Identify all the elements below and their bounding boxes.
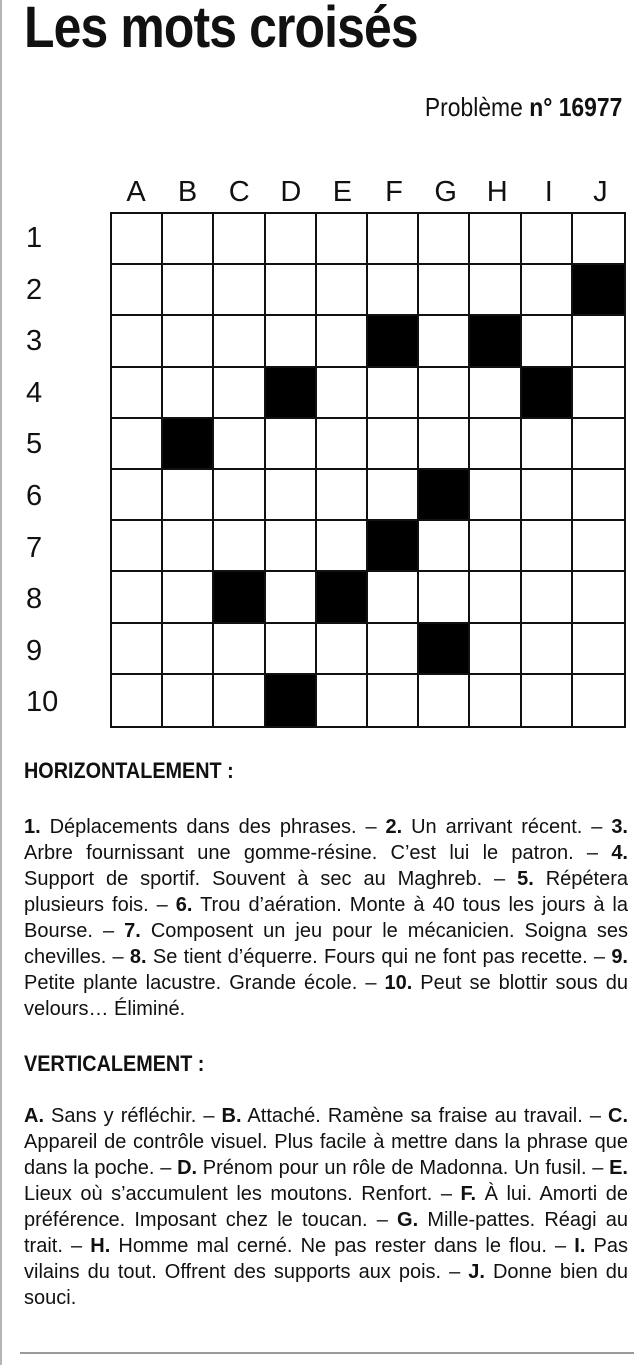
grid-cell-b3[interactable] <box>163 316 214 367</box>
grid-cell-c2[interactable] <box>214 265 265 316</box>
grid-cell-g3[interactable] <box>419 316 470 367</box>
grid-cell-e5[interactable] <box>317 419 368 470</box>
column-label-f: F <box>385 176 403 208</box>
clue-text: Peut se blottir sous du velours… Éliminé. <box>24 972 629 1020</box>
grid-cell-b6[interactable] <box>163 470 214 521</box>
grid-cell-j5[interactable] <box>573 419 624 470</box>
clue-number: 3. <box>611 816 628 838</box>
grid-cell-b10[interactable] <box>163 675 214 726</box>
row-label-2: 2 <box>26 273 43 306</box>
clue-number: E. <box>609 1157 628 1179</box>
row-label-4: 4 <box>26 376 43 409</box>
clue-number: 8. <box>129 946 147 968</box>
clue-text: Trou d’aération. Monte à 40 tous les jours à la Bourse. – <box>24 894 628 942</box>
grid-cell-c5[interactable] <box>214 419 265 470</box>
grid-cell-g1[interactable] <box>419 214 470 265</box>
grid-cell-a5[interactable] <box>112 419 163 470</box>
grid-cell-g10[interactable] <box>419 675 470 726</box>
clue-text: Lieux où s’accumulent les moutons. Renfort. – <box>24 1183 461 1205</box>
problem-number-value: n° 16977 <box>528 92 622 122</box>
grid-cell-j3[interactable] <box>573 316 624 367</box>
grid-cell-i1[interactable] <box>522 214 573 265</box>
grid-cell-h10[interactable] <box>470 675 521 726</box>
clue-text: Sans y réfléchir. – <box>44 1105 222 1127</box>
clue-text: Arbre fournissant une gomme-résine. C’est lui le patron. – <box>24 842 612 864</box>
grid-cell-h4[interactable] <box>470 368 521 419</box>
column-label-e: E <box>332 176 353 208</box>
grid-cell-c6[interactable] <box>214 470 265 521</box>
grid-cell-b8[interactable] <box>163 572 214 623</box>
black-cell-f3 <box>368 316 419 367</box>
grid-cell-c4[interactable] <box>214 368 265 419</box>
black-cell-g6 <box>419 470 470 521</box>
grid-cell-j9[interactable] <box>573 624 624 675</box>
clue-number: F. <box>460 1183 477 1205</box>
grid-cell-e7[interactable] <box>317 521 368 572</box>
grid-cell-i9[interactable] <box>522 624 573 675</box>
grid-cell-i3[interactable] <box>522 316 573 367</box>
grid-cell-j6[interactable] <box>573 470 624 521</box>
grid-cell-j7[interactable] <box>573 521 624 572</box>
column-label-a: A <box>126 176 146 208</box>
row-label-5: 5 <box>26 428 43 461</box>
black-cell-h3 <box>470 316 521 367</box>
grid-cell-f8[interactable] <box>368 572 419 623</box>
grid-cell-c9[interactable] <box>214 624 265 675</box>
column-label-b: B <box>177 176 198 208</box>
left-border-rule <box>0 0 2 1365</box>
grid-cell-i7[interactable] <box>522 521 573 572</box>
grid-cell-a2[interactable] <box>112 265 163 316</box>
clue-number: A. <box>24 1105 44 1127</box>
clue-text: Donne bien du souci. <box>24 1261 628 1309</box>
column-label-c: C <box>228 176 250 208</box>
grid-cell-f6[interactable] <box>368 470 419 521</box>
grid-cell-i2[interactable] <box>522 265 573 316</box>
grid-cell-h1[interactable] <box>470 214 521 265</box>
clue-text: Attaché. Ramène sa fraise au travail. – <box>241 1105 608 1127</box>
column-label-i: I <box>544 176 553 208</box>
clue-text: Répétera plusieurs fois. – <box>24 868 628 916</box>
grid-cell-i5[interactable] <box>522 419 573 470</box>
grid-cell-i10[interactable] <box>522 675 573 726</box>
vertical-title: VERTICALEMENT : <box>24 1051 205 1076</box>
grid-cell-d1[interactable] <box>266 214 317 265</box>
row-label-3: 3 <box>26 325 43 358</box>
clue-text: Appareil de contrôle visuel. Plus facile à mettre dans la phrase que dans la poche. – <box>24 1131 628 1179</box>
row-label-9: 9 <box>26 634 43 667</box>
page-title: Les mots croisés <box>24 0 418 60</box>
clue-number: 9. <box>611 946 628 968</box>
clue-number: 7. <box>124 920 141 942</box>
clue-text: Mille-pattes. Réagi au trait. – <box>24 1209 628 1257</box>
black-cell-f7 <box>368 521 419 572</box>
grid-cell-a10[interactable] <box>112 675 163 726</box>
black-cell-g9 <box>419 624 470 675</box>
grid-cell-a3[interactable] <box>112 316 163 367</box>
row-label-10: 10 <box>26 686 59 719</box>
grid-cell-g2[interactable] <box>419 265 470 316</box>
vertical-clues <box>24 1103 628 1311</box>
grid-cell-j4[interactable] <box>573 368 624 419</box>
clue-text: Homme mal cerné. Ne pas rester dans le flou. – <box>110 1235 575 1257</box>
grid-cell-f1[interactable] <box>368 214 419 265</box>
problem-number <box>425 92 622 123</box>
grid-cell-h9[interactable] <box>470 624 521 675</box>
grid-cell-a4[interactable] <box>112 368 163 419</box>
grid-cell-a6[interactable] <box>112 470 163 521</box>
grid-cell-e2[interactable] <box>317 265 368 316</box>
black-cell-e8 <box>317 572 368 623</box>
grid-cell-b7[interactable] <box>163 521 214 572</box>
black-cell-j2 <box>573 265 624 316</box>
grid-cell-e10[interactable] <box>317 675 368 726</box>
column-label-g: G <box>434 176 457 208</box>
grid-cell-d8[interactable] <box>266 572 317 623</box>
grid-cell-i6[interactable] <box>522 470 573 521</box>
grid-cell-e1[interactable] <box>317 214 368 265</box>
grid-cell-b9[interactable] <box>163 624 214 675</box>
clue-number: 2. <box>385 816 403 838</box>
clue-text: Petite plante lacustre. Grande école. – <box>24 972 385 994</box>
black-cell-i4 <box>522 368 573 419</box>
grid-cell-j8[interactable] <box>573 572 624 623</box>
grid-cell-d7[interactable] <box>266 521 317 572</box>
grid-cell-e3[interactable] <box>317 316 368 367</box>
clue-text: Déplacements dans des phrases. – <box>40 816 386 838</box>
crossword-grid <box>110 212 626 728</box>
column-label-h: H <box>486 176 508 208</box>
problem-label: Problème <box>424 92 523 122</box>
grid-cell-d6[interactable] <box>266 470 317 521</box>
horizontal-clues <box>24 814 628 1022</box>
grid-cell-f2[interactable] <box>368 265 419 316</box>
row-label-7: 7 <box>26 531 43 564</box>
grid-cell-e6[interactable] <box>317 470 368 521</box>
grid-cell-h7[interactable] <box>470 521 521 572</box>
grid-cell-a1[interactable] <box>112 214 163 265</box>
clue-text: Composent un jeu pour le mécanicien. Soigna ses chevilles. – <box>24 920 628 968</box>
grid-cell-a9[interactable] <box>112 624 163 675</box>
grid-cell-g5[interactable] <box>419 419 470 470</box>
clue-text: Pas vilains du tout. Offrent des supports aux pois. – <box>24 1235 628 1283</box>
clue-number: D. <box>177 1157 198 1179</box>
black-cell-b5 <box>163 419 214 470</box>
clue-number: H. <box>90 1235 111 1257</box>
grid-cell-b2[interactable] <box>163 265 214 316</box>
grid-cell-h8[interactable] <box>470 572 521 623</box>
clue-number: 5. <box>517 868 534 890</box>
black-cell-c8 <box>214 572 265 623</box>
black-cell-d4 <box>266 368 317 419</box>
row-label-6: 6 <box>26 480 43 512</box>
grid-cell-f10[interactable] <box>368 675 419 726</box>
black-cell-d10 <box>266 675 317 726</box>
clue-number: 1. <box>24 816 41 838</box>
clue-text: Se tient d’équerre. Fours qui ne font pas recette. – <box>146 946 612 968</box>
clue-text: À lui. Amorti de préférence. Imposant chez le toucan. – <box>24 1183 628 1231</box>
column-label-d: D <box>280 176 302 208</box>
clue-number: G. <box>397 1209 419 1231</box>
grid-cell-j10[interactable] <box>573 675 624 726</box>
grid-cell-h2[interactable] <box>470 265 521 316</box>
grid-cell-c1[interactable] <box>214 214 265 265</box>
grid-cell-d5[interactable] <box>266 419 317 470</box>
grid-cell-c3[interactable] <box>214 316 265 367</box>
grid-cell-g4[interactable] <box>419 368 470 419</box>
grid-cell-e4[interactable] <box>317 368 368 419</box>
clue-text: Un arrivant récent. – <box>402 816 612 838</box>
grid-cell-b4[interactable] <box>163 368 214 419</box>
row-label-8: 8 <box>26 583 43 616</box>
grid-cell-c7[interactable] <box>214 521 265 572</box>
clue-number: 10. <box>384 972 413 994</box>
clue-number: I. <box>574 1235 586 1257</box>
grid-cell-e9[interactable] <box>317 624 368 675</box>
grid-cell-h5[interactable] <box>470 419 521 470</box>
grid-cell-g7[interactable] <box>419 521 470 572</box>
clue-text: Prénom pour un rôle de Madonna. Un fusil. – <box>197 1157 610 1179</box>
horizontal-title: HORIZONTALEMENT : <box>24 758 234 783</box>
grid-cell-a7[interactable] <box>112 521 163 572</box>
grid-cell-c10[interactable] <box>214 675 265 726</box>
bottom-rule <box>20 1352 634 1354</box>
clue-number: B. <box>221 1105 242 1127</box>
grid-cell-d2[interactable] <box>266 265 317 316</box>
clue-number: C. <box>608 1105 628 1127</box>
grid-cell-j1[interactable] <box>573 214 624 265</box>
grid-cell-b1[interactable] <box>163 214 214 265</box>
clue-number: 4. <box>611 842 628 864</box>
clue-number: J. <box>468 1261 485 1283</box>
grid-cell-f4[interactable] <box>368 368 419 419</box>
grid-cell-g8[interactable] <box>419 572 470 623</box>
column-label-j: J <box>593 176 608 208</box>
grid-cell-a8[interactable] <box>112 572 163 623</box>
grid-cell-d3[interactable] <box>266 316 317 367</box>
clue-number: 6. <box>175 894 193 916</box>
grid-cell-d9[interactable] <box>266 624 317 675</box>
grid-cell-h6[interactable] <box>470 470 521 521</box>
grid-cell-f5[interactable] <box>368 419 419 470</box>
row-label-1: 1 <box>26 222 43 254</box>
clue-text: Support de sportif. Souvent à sec au Maghreb. – <box>24 868 518 890</box>
grid-cell-i8[interactable] <box>522 572 573 623</box>
grid-cell-f9[interactable] <box>368 624 419 675</box>
